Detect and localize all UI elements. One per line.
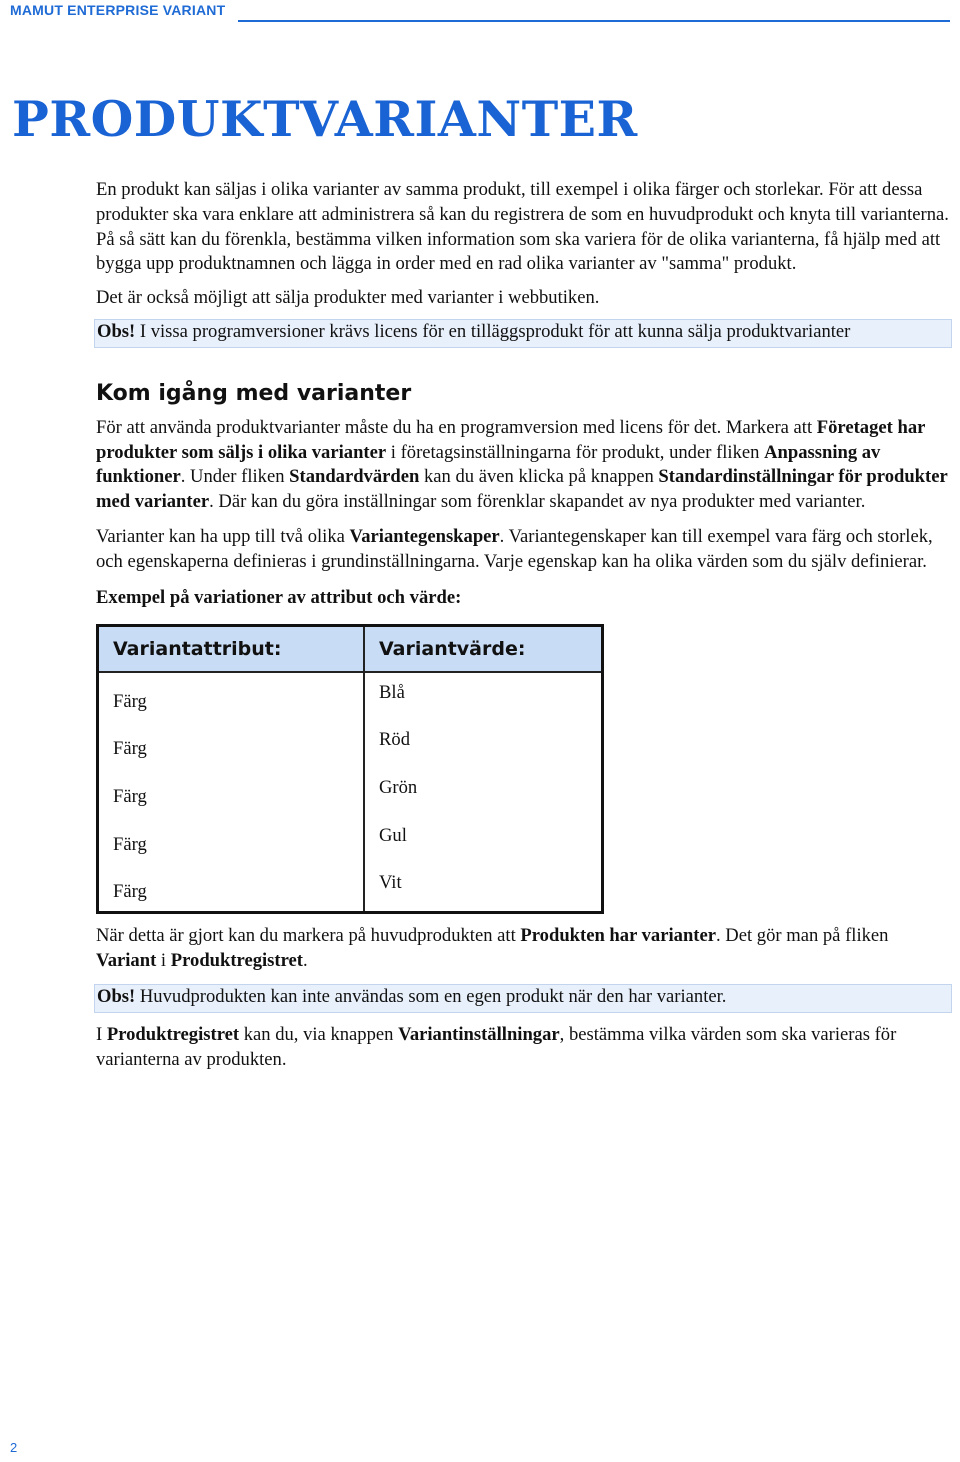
table-row xyxy=(98,769,603,817)
license-note-box xyxy=(94,319,952,348)
attribute-cell: Färg xyxy=(113,738,147,760)
variant-properties-paragraph: Varianter kan ha upp till två olika Variantegenskaper. Variantegenskaper kan till exempel vara färg och storlek, och egenskaperna definieras i grundinställningarna. Varje egenskap kan ha olika värden som du själv definierar. xyxy=(96,525,933,572)
example-heading: Exempel på variationer av attribut och värde: xyxy=(96,586,462,608)
obs-text: Huvudprodukten kan inte användas som en egen produkt när den har varianter. xyxy=(135,985,727,1007)
obs-label: Obs! xyxy=(97,985,136,1007)
value-cell: Röd xyxy=(364,721,603,769)
document-body xyxy=(96,178,952,1072)
value-cell: Vit xyxy=(364,864,603,913)
attribute-cell: Färg xyxy=(113,833,147,855)
table-header-row xyxy=(98,626,603,673)
section-heading: Kom igång med varianter xyxy=(96,380,412,406)
column-header-attribute: Variantattribut: xyxy=(98,626,365,673)
page-title: PRODUKTVARIANTER xyxy=(12,90,638,148)
value-cell: Grön xyxy=(364,769,603,817)
column-header-value: Variantvärde: xyxy=(364,626,603,673)
value-cell: Gul xyxy=(364,816,603,864)
page-number: 2 xyxy=(10,1440,18,1455)
obs-label: Obs! xyxy=(97,320,136,342)
header-rule xyxy=(238,20,950,22)
table-row xyxy=(98,864,603,913)
getting-started-paragraph: För att använda produktvarianter måste du ha en programversion med licens för det. Markera att Företaget har produkter som säljs i olika varianter i företagsinställningarna för produkt, under fliken Anpassning av funktioner. Under fliken Standardvärden kan du även klicka på knappen Standardinställningar för produkter med varianter. Där kan du göra inställningar som förenklar skapandet av nya produkter med varianter. xyxy=(96,416,948,513)
table-row xyxy=(98,816,603,864)
main-product-note-box xyxy=(94,984,952,1013)
intro-paragraph: En produkt kan säljas i olika varianter av samma produkt, till exempel i olika färger och storlekar. För att dessa produkter ska vara enklare att administrera så kan du registrera de som en huvudprodukt och knyta till varianterna. På så sätt kan du förenkla, bestämma vilken information som ska variera för de olika varianterna, få hjälp med att bygga upp produktnamnen och lägga in order med en rad olika varianter av "samma" produkt. xyxy=(96,179,949,275)
running-header: MAMUT ENTERPRISE VARIANT xyxy=(10,2,226,18)
main-product-paragraph: När detta är gjort kan du markera på huvudprodukten att Produkten har varianter. Det gör man på fliken Variant i Produktregistret. xyxy=(96,925,889,972)
attribute-cell: Färg xyxy=(113,881,147,903)
value-cell: Blå xyxy=(364,672,603,721)
obs-text: I vissa programversioner krävs licens för en tilläggsprodukt för att kunna sälja produktvarianter xyxy=(135,320,851,342)
variant-attribute-table xyxy=(96,624,604,914)
attribute-cell: Färg xyxy=(113,690,147,712)
variant-settings-paragraph: I Produktregistret kan du, via knappen Variantinställningar, bestämma vilka värden som ska varieras för varianterna av produkten. xyxy=(96,1023,897,1070)
attribute-cell: Färg xyxy=(113,785,147,807)
table-row xyxy=(98,672,603,721)
table-row xyxy=(98,721,603,769)
webshop-paragraph: Det är också möjligt att sälja produkter med varianter i webbutiken. xyxy=(96,287,600,309)
